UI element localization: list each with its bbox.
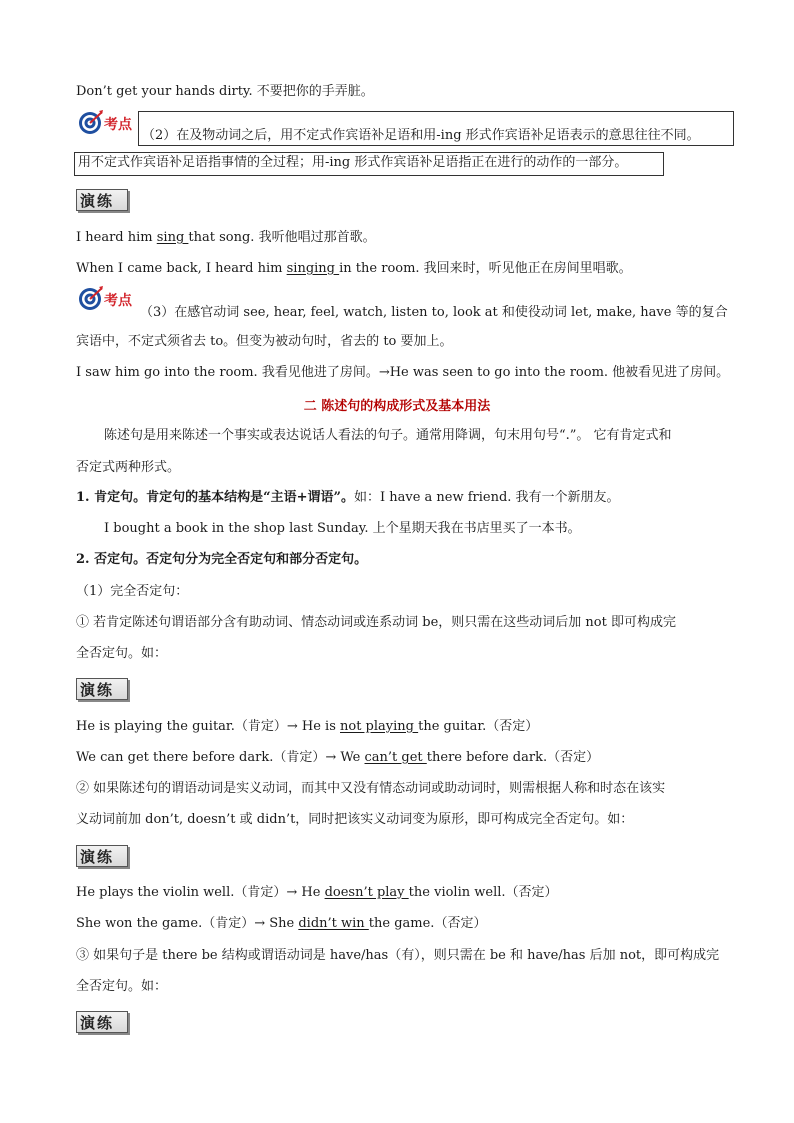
ex1-c: that song. 我听他唱过那首歌。 <box>188 230 376 245</box>
ex2-underlined: singing <box>286 261 340 276</box>
point-1-heading: 1. 肯定句。肯定句的基本结构是“主语+谓语”。 <box>76 490 354 505</box>
e2-a: We can get there before dark.（肯定）→ We <box>76 750 365 765</box>
rule-2-line2: 义动词前加 don’t, doesn’t 或 didn’t，同时把该实义动词变为原形，即可构成完全否定句。如： <box>76 812 634 827</box>
yanlian-badge-3 <box>76 845 128 867</box>
intro-line2: 否定式两种形式。 <box>76 460 181 475</box>
target-icon <box>78 110 104 136</box>
kaodian-badge-1 <box>78 108 140 138</box>
rule-1-line2: 全否定句。如： <box>76 646 168 661</box>
e1-underlined: not playing <box>340 719 419 734</box>
rule-2-line1: ② 如果陈述句的谓语动词是实义动词，而其中又没有情态动词或助动词时，则需根据人称和时态在该实 <box>76 781 666 796</box>
rule-box-text-2: 用不定式作宾语补足语指事情的全过程；用-ing 形式作宾语补足语指正在进行的动作的一部分。 <box>78 155 628 170</box>
rule-3b-line2: 全否定句。如： <box>76 979 168 994</box>
example-violin <box>76 884 558 902</box>
e3-underlined: doesn’t play <box>324 885 409 900</box>
e3-c: the violin well.（否定） <box>408 885 558 900</box>
e2-c: there before dark.（否定） <box>426 750 600 765</box>
rule-1-line1: ① 若肯定陈述句谓语部分含有助动词、情态动词或连系动词 be，则只需在这些动词后加 not 即可构成完 <box>76 615 676 630</box>
intro-line1: 陈述句是用来陈述一个事实或表达说话人看法的句子。通常用降调，句末用句号“.”。 它有肯定式和 <box>104 428 672 443</box>
e4-underlined: didn’t win <box>298 916 369 931</box>
ex2-a: When I came back, I heard him <box>76 261 287 276</box>
ex1-a: I heard him <box>76 230 157 245</box>
example-line-singing <box>76 260 632 278</box>
section-title: 二 陈述句的构成形式及基本用法 <box>303 399 491 414</box>
yanlian-badge-4 <box>76 1011 128 1033</box>
example-guitar <box>76 718 538 736</box>
point-1-example: 如：I have a new friend. 我有一个新朋友。 <box>353 490 620 505</box>
ex1-underlined: sing <box>156 230 189 245</box>
rule-box-text-1: （2）在及物动词之后，用不定式作宾语补足语和用-ing 形式作宾语补足语表示的意思往往不同。 <box>142 128 700 143</box>
rule-3-line2: 宾语中，不定式须省去 to。但变为被动句时，省去的 to 要加上。 <box>76 334 453 349</box>
yanlian-label: 演练 <box>80 192 115 210</box>
e4-a: She won the game.（肯定）→ She <box>76 916 299 931</box>
example-game <box>76 915 486 933</box>
rule-box-line1 <box>138 111 734 146</box>
point-1-example-2: I bought a book in the shop last Sunday. 上个星期天我在书店里买了一本书。 <box>104 521 581 536</box>
e2-underlined: can’t get <box>364 750 427 765</box>
point-2-heading: 2. 否定句。否定句分为完全否定句和部分否定句。 <box>76 552 368 567</box>
yanlian-label: 演练 <box>80 1014 115 1032</box>
rule-box-line2 <box>74 152 664 176</box>
point-1 <box>76 489 620 507</box>
yanlian-label: 演练 <box>80 848 115 866</box>
yanlian-badge-2 <box>76 678 128 700</box>
kaodian-label: 考点 <box>104 293 132 309</box>
subheading-complete-negation: （1）完全否定句： <box>76 584 189 599</box>
target-icon <box>78 286 104 312</box>
ex2-c: in the room. 我回来时，听见他正在房间里唱歌。 <box>339 261 632 276</box>
yanlian-label: 演练 <box>80 681 115 699</box>
example-dark <box>76 749 599 767</box>
e3-a: He plays the violin well.（肯定）→ He <box>76 885 325 900</box>
kaodian-label: 考点 <box>104 117 132 133</box>
example-line-saw: I saw him go into the room. 我看见他进了房间。→He was seen to go into the room. 他被看见进了房间。 <box>76 365 730 380</box>
e1-a: He is playing the guitar.（肯定）→ He is <box>76 719 340 734</box>
e4-c: the game.（否定） <box>368 916 487 931</box>
rule-3-line1: （3）在感官动词 see, hear, feel, watch, listen to, look at 和使役动词 let, make, have 等的复合 <box>140 305 728 320</box>
example-line-sing <box>76 229 376 247</box>
yanlian-badge-1 <box>76 189 128 211</box>
rule-3b-line1: ③ 如果句子是 there be 结构或谓语动词是 have/has（有），则只需在 be 和 have/has 后加 not，即可构成完 <box>76 948 720 963</box>
kaodian-badge-2 <box>78 284 140 314</box>
example-line-hands: Don’t get your hands dirty. 不要把你的手弄脏。 <box>76 84 374 99</box>
e1-c: the guitar.（否定） <box>418 719 539 734</box>
